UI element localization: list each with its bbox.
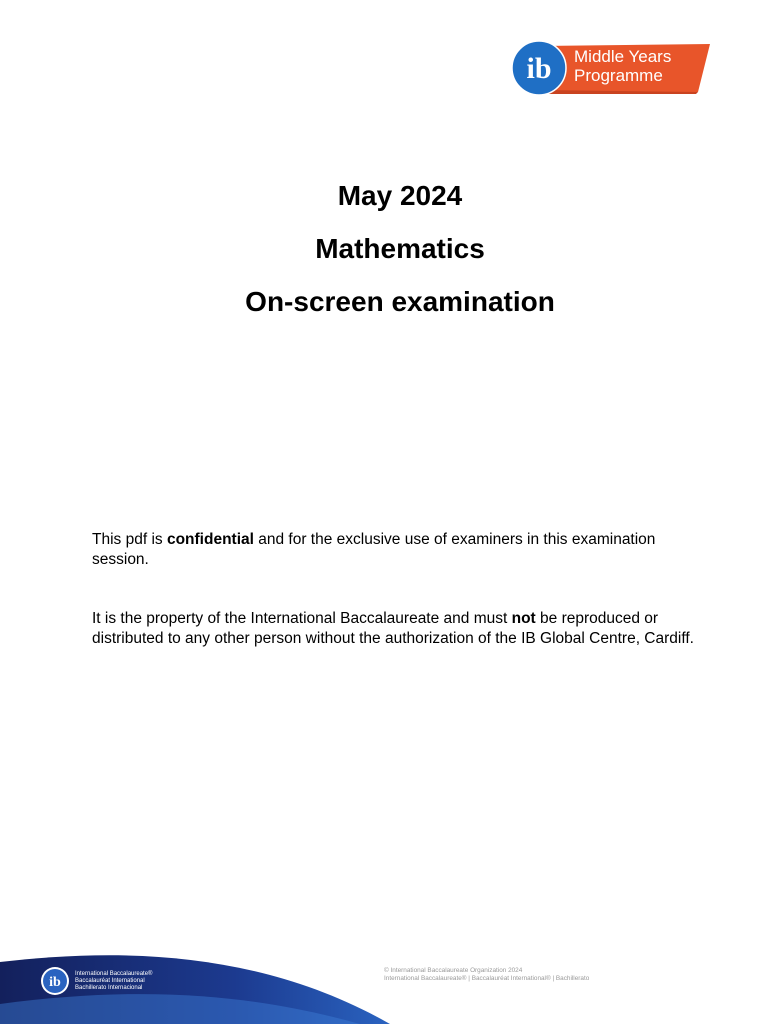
property-notice <box>92 609 712 649</box>
copyright <box>384 967 589 983</box>
org-names <box>75 971 152 992</box>
copyright-line-2: International Baccalaureate® | Baccalauréat International® | Bachillerato <box>384 975 590 982</box>
programme-name <box>574 47 671 85</box>
programme-line-1: Middle Years <box>574 47 672 66</box>
ib-footer-mark <box>40 966 70 996</box>
title-block <box>0 180 768 339</box>
programme-line-2: Programme <box>574 66 663 85</box>
confidential-emphasis: confidential <box>166 531 254 548</box>
org-line-3: Bachillerato Internacional <box>75 984 143 991</box>
ib-footer-logo <box>40 966 152 996</box>
ib-mark: ib <box>526 52 552 85</box>
ib-footer-mark-text: ib <box>49 975 61 990</box>
myp-logo <box>510 40 714 98</box>
exam-type: On-screen examination <box>245 286 555 317</box>
confidential-notice <box>92 530 712 570</box>
notice-1-text-b: and for the exclusive use of examiners in this examination session. <box>92 531 656 568</box>
not-emphasis: not <box>511 610 536 627</box>
exam-subject: Mathematics <box>315 233 485 264</box>
org-line-2: Baccalauréat International <box>75 977 145 984</box>
notice-1-text-a: This pdf is <box>92 531 167 548</box>
exam-session: May 2024 <box>337 180 463 211</box>
notice-2-text-a: It is the property of the International Baccalaureate and must <box>92 610 512 627</box>
org-line-1: International Baccalaureate® <box>75 970 153 977</box>
copyright-line-1: © International Baccalaureate Organization 2024 <box>384 967 523 974</box>
notice-2-text-b: be reproduced or distributed to any other person without the authorization of the IB Global Centre, Cardiff. <box>92 610 694 647</box>
